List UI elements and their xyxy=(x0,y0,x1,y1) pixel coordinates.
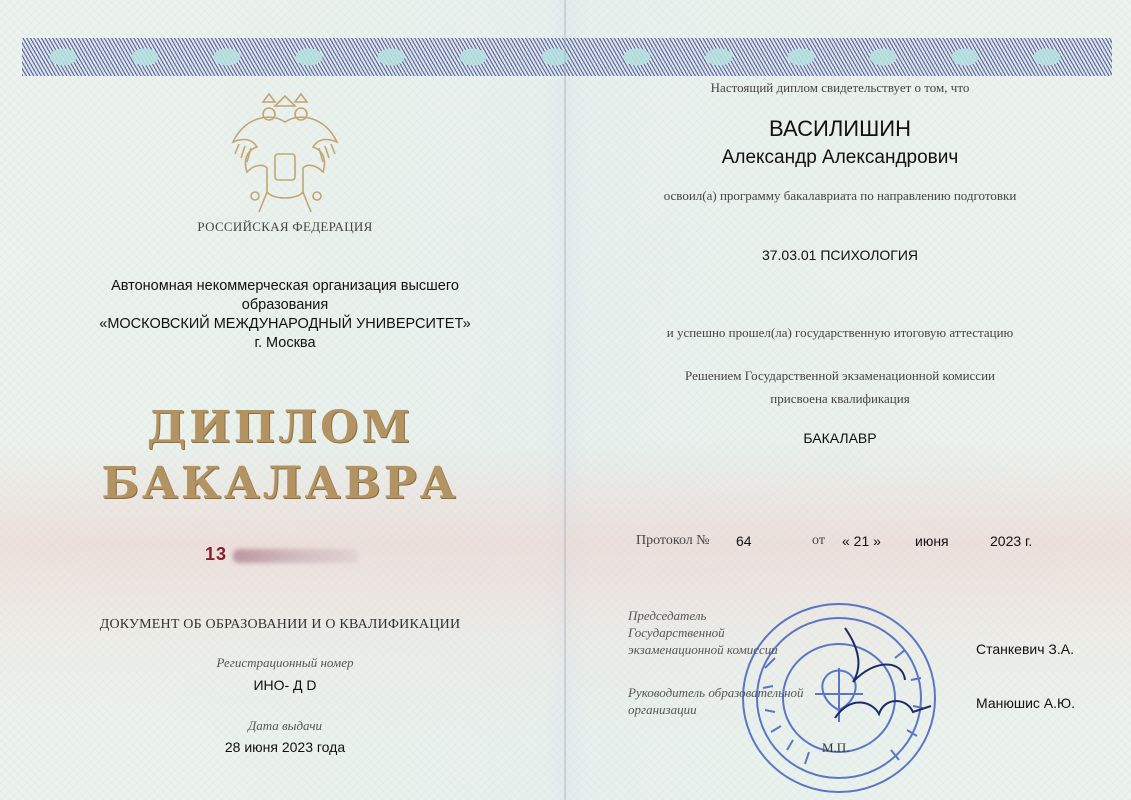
redacted-serial xyxy=(233,549,358,563)
seal-mark-label: М.П. xyxy=(822,740,850,755)
protocol-day: « 21 » xyxy=(842,533,881,549)
qualification-awarded-label: присвоена квалификация xyxy=(770,391,910,406)
chair-title-line2: Государственной xyxy=(628,625,725,640)
protocol-year: 2023 г. xyxy=(990,533,1033,549)
decorative-guilloche-band xyxy=(22,38,1112,76)
diploma-title-line2: БАКАЛАВРА xyxy=(101,458,459,509)
document-type: ДОКУМЕНТ ОБ ОБРАЗОВАНИИ И О КВАЛИФИКАЦИИ xyxy=(99,617,461,632)
chair-title-line1: Председатель xyxy=(628,608,707,623)
graduate-given-names: Александр Александрович xyxy=(721,147,959,168)
issue-date-label: Дата выдачи xyxy=(247,718,323,733)
signature-icon xyxy=(845,628,905,682)
protocol-month: июня xyxy=(915,533,949,549)
serial-number: 13 xyxy=(205,544,228,564)
center-fold xyxy=(564,0,566,800)
certification-intro: Настоящий диплом свидетельствует о том, что xyxy=(710,80,970,95)
double-headed-eagle-icon xyxy=(225,92,345,220)
graduate-surname: ВАСИЛИШИН xyxy=(769,116,911,141)
head-title-line2: организации xyxy=(628,702,697,717)
protocol-from-label: от xyxy=(812,533,825,548)
organization-name: «МОСКОВСКИЙ МЕЖДУНАРОДНЫЙ УНИВЕРСИТЕТ» xyxy=(99,316,471,332)
head-name: Манюшис А.Ю. xyxy=(976,695,1076,711)
chair-title-line3: экзаменационной комиссии xyxy=(628,642,778,657)
issue-date: 28 июня 2023 года xyxy=(224,739,346,755)
organization-city: г. Москва xyxy=(254,335,316,351)
country-label: РОССИЙСКАЯ ФЕДЕРАЦИЯ xyxy=(197,219,373,234)
commission-decision: Решением Государственной экзаменационной комиссии xyxy=(685,368,995,383)
protocol-label: Протокол № xyxy=(636,533,710,548)
registration-label: Регистрационный номер xyxy=(216,655,354,670)
specialty: 37.03.01 ПСИХОЛОГИЯ xyxy=(761,247,919,263)
program-statement: освоил(а) программу бакалавриата по направлению подготовки xyxy=(663,188,1017,203)
organization-type: Автономная некоммерческая организация высшего образования xyxy=(111,278,459,313)
round-seal-icon xyxy=(735,598,940,798)
signature-icon xyxy=(835,701,931,718)
qualification: БАКАЛАВР xyxy=(803,430,877,446)
diploma-title-line1: ДИПЛОМ xyxy=(146,402,414,453)
attestation-statement: и успешно прошел(ла) государственную итоговую аттестацию xyxy=(666,325,1014,340)
head-title-line1: Руководитель образовательной xyxy=(628,685,804,700)
registration-number: ИНО- Д D xyxy=(253,677,317,693)
protocol-number: 64 xyxy=(736,533,752,549)
chair-name: Станкевич З.А. xyxy=(976,641,1074,657)
serial-number-block xyxy=(205,544,365,568)
